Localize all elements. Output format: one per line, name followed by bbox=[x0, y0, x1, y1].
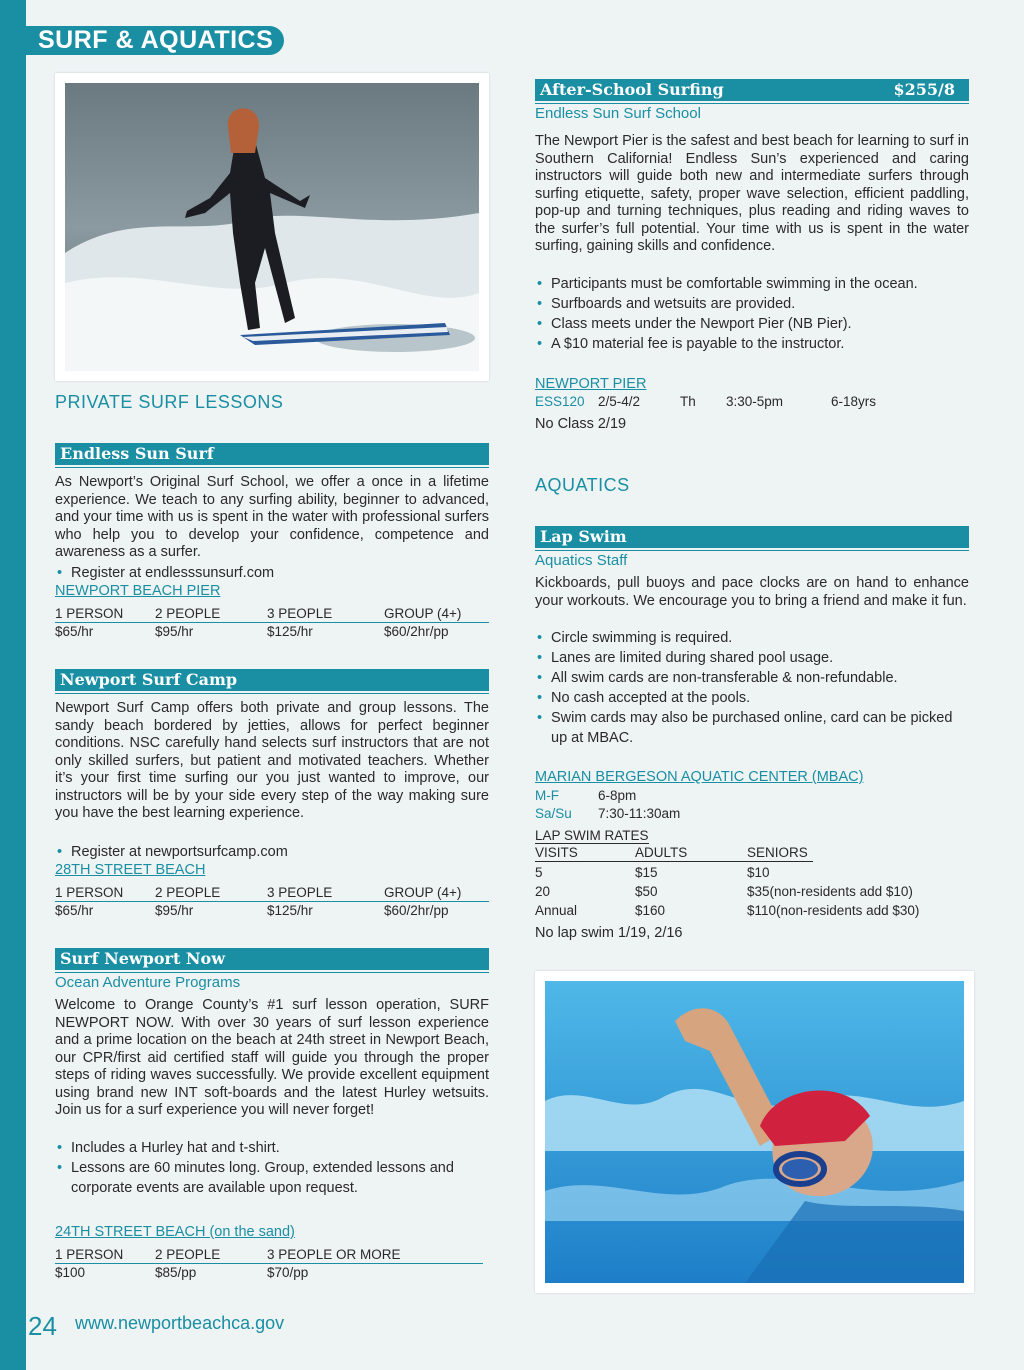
table-cell: 5 bbox=[535, 865, 543, 880]
after-school-note: No Class 2/19 bbox=[535, 416, 627, 432]
website-link[interactable]: www.newportbeachca.gov bbox=[75, 1313, 285, 1333]
bullet-item: • Swim cards may also be purchased online, card can be picked up at MBAC. bbox=[535, 708, 960, 748]
table-cell: $65/hr bbox=[55, 903, 94, 918]
lap-swim-location: MARIAN BERGESON AQUATIC CENTER (MBAC) bbox=[535, 769, 864, 785]
table-header: 1 PERSON bbox=[55, 1247, 124, 1262]
lap-swim-block bbox=[535, 526, 969, 551]
course-ages: 6-18yrs bbox=[831, 394, 877, 409]
bullet-item: • All swim cards are non-transferable & non-refundable. bbox=[535, 668, 960, 688]
table-cell: 20 bbox=[535, 884, 551, 899]
table-cell: $160 bbox=[635, 903, 666, 918]
bullet-item: • Class meets under the Newport Pier (NB Pier). bbox=[535, 314, 953, 334]
table-header: VISITS bbox=[535, 845, 578, 860]
table-header: 3 PEOPLE OR MORE bbox=[267, 1247, 401, 1262]
surfer-image bbox=[65, 83, 479, 371]
surf-camp-description: Newport Surf Camp offers both private and group lessons. The sandy beach bordered by jetties, allows for perfect beginner conditions. NSC carefully hand selects surf instructors that are not only skilled surfers, but patient and motivated teachers. Whether it’s your first time surfing our you just wanted to improve, our instructors will be by your side every step of the way making sure you have the best learning experience. bbox=[55, 700, 489, 821]
surf-newport-now-location: 24TH STREET BEACH (on the sand) bbox=[55, 1224, 295, 1240]
bullet-item: • Lanes are limited during shared pool usage. bbox=[535, 648, 960, 668]
bullet-item: • No cash accepted at the pools. bbox=[535, 688, 960, 708]
lap-swim-rates-table bbox=[535, 845, 969, 925]
after-school-block bbox=[535, 79, 969, 104]
table-cell: $125/hr bbox=[267, 624, 313, 639]
table-cell: $100 bbox=[55, 1265, 86, 1280]
table-cell: Annual bbox=[535, 903, 578, 918]
course-time: 3:30-5pm bbox=[726, 394, 784, 409]
table-cell: $110(non-residents add $30) bbox=[747, 903, 920, 918]
surf-newport-now-price-table bbox=[55, 1247, 483, 1287]
course-day: Th bbox=[680, 394, 696, 409]
table-header: 2 PEOPLE bbox=[155, 606, 221, 621]
lap-swim-description: Kickboards, pull buoys and pace clocks are on hand to enhance your workouts. We encourage you to bring a friend and make it fun. bbox=[535, 575, 969, 609]
lap-swim-title: Lap Swim bbox=[535, 526, 969, 548]
table-cell: $95/hr bbox=[155, 903, 194, 918]
surf-camp-price-table bbox=[55, 885, 489, 925]
bullet-item: • Register at endlesssunsurf.com bbox=[55, 563, 489, 583]
table-cell: $10 bbox=[747, 865, 770, 880]
table-header: 1 PERSON bbox=[55, 885, 124, 900]
table-header: 1 PERSON bbox=[55, 606, 124, 621]
table-header: 2 PEOPLE bbox=[155, 1247, 221, 1262]
bullet-item: • Lessons are 60 minutes long. Group, extended lessons and corporate events are available upon request. bbox=[55, 1158, 465, 1198]
after-school-location: NEWPORT PIER bbox=[535, 376, 647, 392]
swimmer-photo bbox=[535, 971, 974, 1293]
swimmer-image bbox=[545, 981, 964, 1283]
bullet-item: • Circle swimming is required. bbox=[535, 628, 960, 648]
endless-sun-price-table bbox=[55, 606, 489, 646]
private-lessons-heading: PRIVATE SURF LESSONS bbox=[55, 392, 284, 412]
surf-camp-title: Newport Surf Camp bbox=[55, 669, 489, 691]
surf-newport-now-subtitle: Ocean Adventure Programs bbox=[55, 974, 241, 991]
endless-sun-location: NEWPORT BEACH PIER bbox=[55, 583, 221, 599]
endless-sun-bullets bbox=[55, 563, 489, 583]
table-cell: $95/hr bbox=[155, 624, 194, 639]
surf-camp-bullets bbox=[55, 842, 489, 862]
table-cell: $125/hr bbox=[267, 903, 313, 918]
after-school-bullets bbox=[535, 274, 953, 354]
table-header: 2 PEOPLE bbox=[155, 885, 221, 900]
table-header: 3 PEOPLE bbox=[267, 885, 333, 900]
table-cell: $85/pp bbox=[155, 1265, 197, 1280]
table-cell: $60/2hr/pp bbox=[384, 624, 449, 639]
surf-camp-location: 28TH STREET BEACH bbox=[55, 862, 206, 878]
hours-time: 6-8pm bbox=[598, 788, 637, 803]
surf-newport-now-description: Welcome to Orange County’s #1 surf lesson operation, SURF NEWPORT NOW. With over 30 years of surf lesson experience and a prime location on the beach at 24th street in Newport Beach, our CPR/first aid certified staff will guide you through the proper steps of riding waves successfully. We provide excellent equipment using brand new INT soft-boards and the latest Hurley wetsuits. Join us for a surf experience you will never forget! bbox=[55, 997, 489, 1118]
after-school-title-bar bbox=[535, 79, 969, 101]
after-school-subtitle: Endless Sun Surf School bbox=[535, 105, 701, 122]
course-dates: 2/5-4/2 bbox=[598, 394, 641, 409]
left-accent-bar bbox=[0, 0, 26, 1370]
surf-newport-now-bullets bbox=[55, 1138, 465, 1198]
endless-sun-title: Endless Sun Surf bbox=[55, 443, 489, 465]
hours-days: Sa/Su bbox=[535, 806, 572, 821]
lap-swim-bullets bbox=[535, 628, 960, 748]
lap-swim-hours bbox=[535, 788, 969, 824]
after-school-title: After-School Surfing bbox=[540, 80, 724, 99]
rates-title: LAP SWIM RATES bbox=[535, 828, 649, 843]
surf-newport-now-block bbox=[55, 948, 489, 973]
table-cell: $60/2hr/pp bbox=[384, 903, 449, 918]
after-school-description: The Newport Pier is the safest and best beach for learning to surf in Southern California! Endless Sun’s experienced and caring instructors will guide both new and intermediate surfers through surfing etiquette, safety, proper wave selection, efficient paddling, pop-up and turning techniques, plus reading and riding waves to the surfer’s full potential. Your time with us is spent in the water surfing, gaining skills and confidence. bbox=[535, 133, 969, 254]
bullet-item: • A $10 material fee is payable to the instructor. bbox=[535, 334, 953, 354]
table-header: ADULTS bbox=[635, 845, 688, 860]
after-school-schedule bbox=[535, 394, 969, 414]
after-school-price: $255/8 bbox=[893, 80, 955, 99]
section-tag: SURF & AQUATICS bbox=[26, 26, 284, 55]
table-cell: $35(non-residents add $10) bbox=[747, 884, 913, 899]
lap-swim-subtitle: Aquatics Staff bbox=[535, 552, 628, 569]
table-header: GROUP (4+) bbox=[384, 885, 462, 900]
table-header: GROUP (4+) bbox=[384, 606, 462, 621]
aquatics-heading: AQUATICS bbox=[535, 475, 630, 495]
bullet-item: • Includes a Hurley hat and t-shirt. bbox=[55, 1138, 465, 1158]
bullet-item: • Register at newportsurfcamp.com bbox=[55, 842, 489, 862]
page-number: 24 bbox=[28, 1311, 57, 1341]
table-cell: $15 bbox=[635, 865, 658, 880]
course-code: ESS120 bbox=[535, 394, 585, 409]
table-cell: $70/pp bbox=[267, 1265, 309, 1280]
bullet-item: • Surfboards and wetsuits are provided. bbox=[535, 294, 953, 314]
surfer-photo bbox=[55, 73, 489, 381]
bullet-item: • Participants must be comfortable swimming in the ocean. bbox=[535, 274, 953, 294]
endless-sun-description: As Newport’s Original Surf School, we offer a once in a lifetime experience. We teach to any surfing ability, beginner to advanced, and your time with us is spent in the water with professional surfers who help you to develop your confidence, competence and awareness as a surfer. bbox=[55, 474, 489, 560]
table-cell: $50 bbox=[635, 884, 658, 899]
endless-sun-block bbox=[55, 443, 489, 468]
table-header: SENIORS bbox=[747, 845, 808, 860]
hours-days: M-F bbox=[535, 788, 559, 803]
table-cell: $65/hr bbox=[55, 624, 94, 639]
hours-time: 7:30-11:30am bbox=[598, 806, 681, 821]
surf-newport-now-title: Surf Newport Now bbox=[55, 948, 489, 970]
surf-camp-block bbox=[55, 669, 489, 694]
table-header: 3 PEOPLE bbox=[267, 606, 333, 621]
lap-swim-note: No lap swim 1/19, 2/16 bbox=[535, 925, 683, 941]
